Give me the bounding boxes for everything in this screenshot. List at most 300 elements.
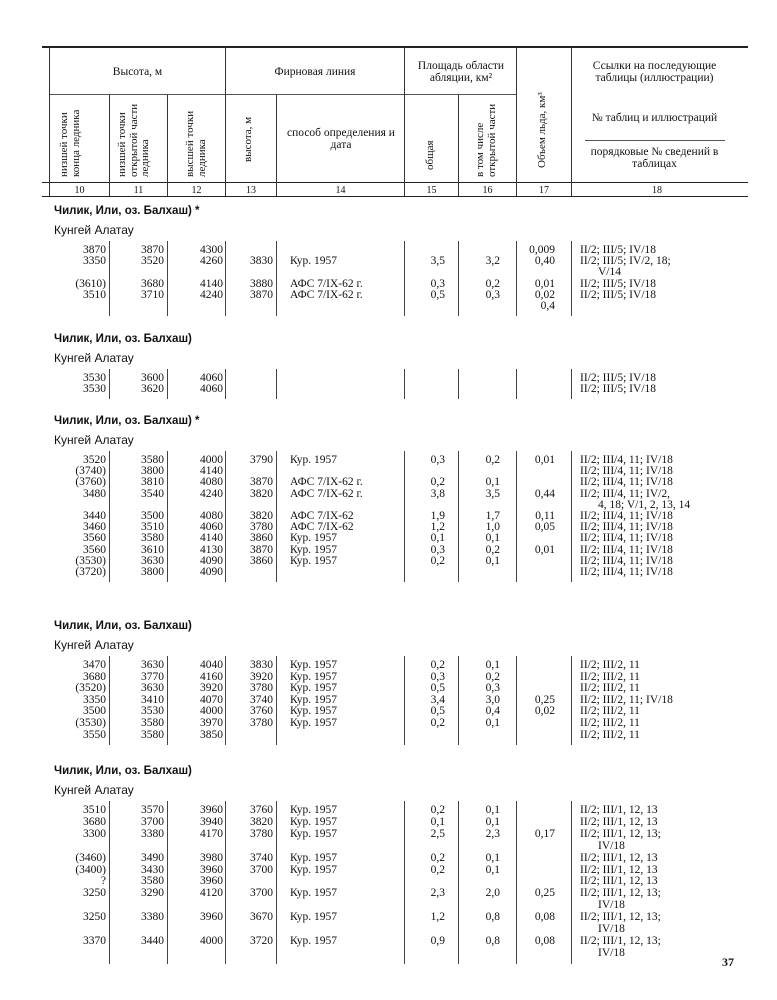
cell-low-end: 3470	[83, 659, 106, 671]
cell-method: АФС 7/IX-62 г.	[290, 288, 363, 301]
cell-method: Кур. 1957	[290, 454, 338, 466]
cell-high-point: 4140	[200, 277, 223, 290]
body-col-divider	[404, 656, 405, 745]
cell-refs: II/2; III/5; IV/18	[580, 277, 657, 290]
body-col-divider	[458, 369, 459, 399]
cell-area-total: 0,5	[430, 705, 445, 718]
cell-method: Кур. 1957	[290, 554, 338, 567]
header-bottom-rule	[42, 182, 748, 183]
body-col-divider	[167, 451, 168, 582]
cell-refs: V/14	[598, 266, 621, 279]
section-title: Чилик, Или, оз. Балхаш) *	[54, 415, 200, 427]
body-col-divider	[109, 801, 110, 964]
cell-refs: II/2; III/4, 11; IV/18	[580, 521, 673, 534]
cell-high-point: 4140	[200, 465, 223, 478]
cell-high-point: 4170	[200, 827, 223, 840]
page-number: 37	[722, 955, 734, 969]
cell-high-point: 4000	[200, 705, 223, 718]
cell-high-point: 4000	[200, 934, 223, 947]
body-col-divider	[458, 241, 459, 316]
body-col-divider	[516, 369, 517, 399]
body-col-divider	[458, 656, 459, 745]
cell-low-open: 3500	[141, 510, 164, 522]
height-group-header: Высота, м	[112, 66, 163, 78]
cell-low-end: 3350	[83, 255, 106, 268]
cell-firn-height: 3870	[250, 288, 273, 301]
col10-header: низшей точки конца ледника	[58, 109, 82, 177]
col-divider	[571, 47, 572, 196]
cell-low-end: 3870	[83, 244, 106, 256]
cell-high-point: 4080	[200, 510, 223, 522]
cell-low-open: 3680	[141, 277, 164, 290]
cell-high-point: 3920	[200, 682, 223, 695]
col-number: 15	[426, 185, 437, 196]
cell-low-end: 3500	[83, 705, 106, 718]
cell-area-total: 3,4	[430, 693, 445, 706]
body-col-divider	[516, 656, 517, 745]
cell-high-point: 4240	[200, 288, 223, 301]
body-col-divider	[109, 369, 110, 399]
col15-header: общая	[424, 140, 436, 170]
cell-firn-height: 3760	[250, 705, 273, 718]
refs-subheader-1: № таблиц и иллюстраций	[591, 112, 718, 124]
cell-low-end: 3370	[83, 934, 106, 947]
col-number: 11	[133, 185, 144, 196]
body-col-divider	[167, 369, 168, 399]
cell-area-total: 0,2	[430, 804, 445, 816]
cell-refs: II/2; III/4, 11; IV/18	[580, 566, 673, 578]
cell-method: Кур. 1957	[290, 543, 338, 556]
cell-firn-height: 3780	[250, 827, 273, 840]
cell-low-open: 3630	[141, 554, 164, 567]
cell-area-open: 0,1	[485, 804, 500, 816]
cell-area-total: 0,2	[430, 554, 445, 567]
cell-method: Кур. 1957	[290, 851, 338, 864]
cell-low-open: 3600	[141, 372, 164, 384]
cell-area-total: 0,2	[430, 659, 445, 671]
cell-method: Кур. 1957	[290, 911, 338, 924]
cell-high-point: 3940	[200, 815, 223, 828]
cell-low-end: ?	[100, 875, 106, 888]
cell-refs: II/2; III/4, 11; IV/18	[580, 532, 673, 545]
cell-firn-height: 3860	[250, 554, 273, 567]
cell-high-point: 4240	[200, 487, 223, 500]
cell-firn-height: 3720	[250, 934, 273, 947]
cell-low-open: 3580	[141, 454, 164, 466]
cell-volume: 0,25	[534, 887, 555, 900]
cell-refs: II/2; III/4, 11; IV/18	[580, 454, 673, 466]
col-number: 13	[246, 185, 256, 196]
body-col-divider	[276, 451, 277, 582]
body-col-divider	[276, 241, 277, 316]
cell-method: Кур. 1957	[290, 682, 338, 695]
body-col-divider	[109, 656, 110, 745]
cell-low-end: (3400)	[75, 863, 106, 876]
col-divider	[516, 47, 517, 196]
cell-low-end: 3530	[83, 372, 106, 384]
cell-low-open: 3710	[141, 288, 164, 301]
cell-low-open: 3290	[141, 887, 164, 900]
cell-method: АФС 7/IX-62 г.	[290, 476, 363, 489]
cell-area-total: 0,1	[430, 815, 445, 828]
cell-refs: IV/18	[598, 946, 625, 959]
body-col-divider	[276, 656, 277, 745]
cell-volume: 0,009	[529, 244, 555, 256]
cell-area-open: 0,8	[485, 934, 500, 947]
body-col-divider	[571, 369, 572, 399]
cell-area-open: 3,0	[485, 693, 500, 706]
cell-method: Кур. 1957	[290, 670, 338, 683]
section-title: Чилик, Или, оз. Балхаш)	[54, 333, 192, 345]
cell-volume: 0,11	[535, 510, 555, 522]
cell-area-open: 0,1	[485, 659, 500, 671]
cell-method: Кур. 1957	[290, 659, 338, 671]
cell-refs: II/2; III/1, 12, 13;	[580, 934, 661, 947]
cell-firn-height: 3830	[250, 255, 273, 268]
cell-area-total: 0,2	[430, 863, 445, 876]
cell-firn-height: 3760	[250, 804, 273, 816]
section-subtitle: Кунгей Алатау	[54, 223, 134, 237]
col-number: 18	[652, 185, 662, 196]
cell-area-open: 0,1	[485, 863, 500, 876]
col14-header: способ определения и дата	[287, 127, 395, 151]
cell-refs: II/2; III/4, 11; IV/18	[580, 554, 673, 567]
cell-refs: II/2; III/4, 11; IV/18	[580, 543, 673, 556]
col16-header: в том числе открытой части	[474, 103, 498, 177]
firn-group-header: Фирновая линия	[274, 66, 356, 78]
cell-method: Кур. 1957	[290, 887, 338, 900]
cell-high-point: 4090	[200, 566, 223, 578]
cell-refs: II/2; III/4, 11; IV/2,	[580, 487, 670, 500]
cell-low-end: 3520	[83, 454, 106, 466]
cell-area-open: 0,1	[485, 815, 500, 828]
cell-low-end: (3720)	[75, 566, 106, 578]
section-subtitle: Кунгей Алатау	[54, 638, 134, 652]
ablation-group-header: Площадь области абляции, км²	[417, 60, 505, 84]
cell-high-point: 3960	[200, 875, 223, 888]
cell-firn-height: 3740	[250, 693, 273, 706]
cell-refs: II/2; III/1, 12, 13	[580, 875, 658, 888]
cell-refs: II/2; III/5; IV/18	[580, 372, 657, 384]
cell-low-end: (3460)	[75, 851, 106, 864]
cell-high-point: 3960	[200, 911, 223, 924]
cell-refs: II/2; III/2, 11	[580, 682, 640, 695]
cell-low-open: 3580	[141, 532, 164, 545]
cell-high-point: 3980	[200, 851, 223, 864]
cell-refs: II/2; III/1, 12, 13;	[580, 911, 661, 924]
cell-volume: 0,01	[534, 277, 555, 290]
cell-low-open: 3430	[141, 863, 164, 876]
cell-volume: 0,02	[534, 705, 555, 718]
cell-firn-height: 3670	[250, 911, 273, 924]
cell-area-open: 0,1	[485, 851, 500, 864]
refs-subheader-2: порядковые № сведений в таблицах	[590, 146, 719, 170]
cell-low-end: (3740)	[75, 465, 106, 478]
cell-firn-height: 3700	[250, 887, 273, 900]
cell-area-total: 0,3	[430, 277, 445, 290]
section-subtitle: Кунгей Алатау	[54, 351, 134, 365]
cell-low-open: 3620	[141, 383, 164, 396]
cell-refs: II/2; III/2, 11	[580, 705, 640, 718]
body-col-divider	[225, 656, 226, 745]
cell-volume: 0,25	[534, 693, 555, 706]
cell-low-open: 3700	[141, 815, 164, 828]
cell-method: Кур. 1957	[290, 815, 338, 828]
col-number: 16	[482, 185, 493, 196]
cell-area-total: 0,3	[430, 543, 445, 556]
body-col-divider	[571, 656, 572, 745]
cell-refs: II/2; III/2, 11	[580, 717, 640, 729]
cell-low-end: 3350	[83, 693, 106, 706]
body-col-divider	[571, 801, 572, 964]
cell-volume: 0,05	[534, 521, 555, 534]
cell-area-total: 1,2	[430, 521, 445, 534]
cell-refs: II/2; III/5; IV/18	[580, 288, 657, 301]
body-col-divider	[458, 801, 459, 964]
col11-header: низшей точки открытой части ледника	[116, 103, 151, 177]
body-col-divider	[404, 241, 405, 316]
cell-low-end: 3300	[83, 827, 106, 840]
body-col-divider	[167, 801, 168, 964]
cell-low-end: 3560	[83, 543, 106, 556]
cell-area-open: 0,1	[485, 554, 500, 567]
body-col-divider	[225, 369, 226, 399]
body-col-divider	[225, 801, 226, 964]
cell-low-end: (3530)	[75, 717, 106, 729]
cell-low-end: 3680	[83, 815, 106, 828]
cell-refs: II/2; III/4, 11; IV/18	[580, 476, 673, 489]
cell-firn-height: 3920	[250, 670, 273, 683]
cell-area-open: 2,3	[485, 827, 500, 840]
cell-low-open: 3800	[141, 566, 164, 578]
cell-area-total: 0,2	[430, 717, 445, 729]
cell-volume: 0,4	[540, 300, 555, 312]
body-col-divider	[571, 241, 572, 316]
cell-refs: II/2; III/5; IV/18	[580, 383, 657, 396]
numbers-bottom-rule	[42, 196, 748, 197]
cell-volume: 0,01	[534, 543, 555, 556]
cell-refs: II/2; III/5; IV/2, 18;	[580, 255, 671, 268]
cell-low-open: 3570	[141, 804, 164, 816]
cell-refs: II/2; III/1, 12, 13;	[580, 887, 661, 900]
col-divider	[404, 47, 405, 196]
cell-low-end: (3520)	[75, 682, 106, 695]
firn-group-rule	[226, 94, 404, 95]
cell-low-end: (3760)	[75, 476, 106, 489]
cell-area-open: 0,1	[485, 532, 500, 545]
cell-low-open: 3800	[141, 465, 164, 478]
cell-low-end: 3460	[83, 521, 106, 534]
cell-high-point: 4300	[200, 244, 223, 256]
cell-low-open: 3770	[141, 670, 164, 683]
cell-area-total: 3,5	[430, 255, 445, 268]
cell-firn-height: 3860	[250, 532, 273, 545]
cell-firn-height: 3830	[250, 659, 273, 671]
cell-low-open: 3580	[141, 875, 164, 888]
cell-area-open: 0,2	[485, 277, 500, 290]
refs-group-header: Ссылки на последующие таблицы (иллюстрации)	[592, 60, 717, 84]
cell-high-point: 3970	[200, 717, 223, 729]
cell-low-open: 3630	[141, 659, 164, 671]
cell-area-open: 0,2	[485, 454, 500, 466]
cell-low-open: 3630	[141, 682, 164, 695]
cell-area-open: 1,7	[485, 510, 500, 522]
cell-area-open: 0,3	[485, 682, 500, 695]
cell-area-total: 0,5	[430, 288, 445, 301]
cell-low-open: 3610	[141, 543, 164, 556]
cell-refs: IV/18	[598, 923, 625, 935]
cell-low-end: 3560	[83, 532, 106, 545]
cell-low-end: 3550	[83, 728, 106, 741]
cell-method: Кур. 1957	[290, 827, 338, 840]
body-col-divider	[276, 369, 277, 399]
cell-area-total: 1,9	[430, 510, 445, 522]
cell-low-open: 3580	[141, 717, 164, 729]
section-title: Чилик, Или, оз. Балхаш)	[54, 620, 192, 632]
cell-refs: II/2; III/5; IV/18	[580, 244, 657, 256]
cell-low-end: 3510	[83, 804, 106, 816]
cell-refs: 4, 18; V/1, 2, 13, 14	[598, 498, 691, 511]
cell-refs: II/2; III/1, 12, 13	[580, 863, 658, 876]
cell-low-open: 3490	[141, 851, 164, 864]
cell-refs: II/2; III/2, 11; IV/18	[580, 693, 673, 706]
cell-high-point: 4260	[200, 255, 223, 268]
cell-refs: II/2; III/1, 12, 13	[580, 851, 658, 864]
cell-high-point: 3960	[200, 863, 223, 876]
col17-header: Объем льда, км³	[536, 92, 548, 168]
cell-high-point: 4140	[200, 532, 223, 545]
col-divider	[276, 95, 277, 196]
col-divider	[167, 95, 168, 196]
cell-high-point: 3960	[200, 804, 223, 816]
cell-area-open: 1,0	[485, 521, 500, 534]
cell-low-open: 3520	[141, 255, 164, 268]
cell-method: Кур. 1957	[290, 717, 338, 729]
cell-method: АФС 7/IX-62	[290, 521, 354, 534]
cell-low-open: 3380	[141, 911, 164, 924]
cell-firn-height: 3880	[250, 277, 273, 290]
cell-volume: 0,02	[534, 288, 555, 301]
cell-high-point: 3850	[200, 728, 223, 741]
col-divider	[109, 95, 110, 196]
cell-low-open: 3440	[141, 934, 164, 947]
cell-volume: 0,08	[534, 911, 555, 924]
cell-low-open: 3380	[141, 827, 164, 840]
cell-refs: II/2; III/2, 11	[580, 659, 640, 671]
cell-high-point: 4060	[200, 383, 223, 396]
cell-area-open: 0,4	[485, 705, 500, 718]
section-title: Чилик, Или, оз. Балхаш) *	[54, 205, 200, 217]
body-col-divider	[516, 801, 517, 964]
cell-low-end: 3680	[83, 670, 106, 683]
cell-firn-height: 3820	[250, 510, 273, 522]
cell-area-total: 0,9	[430, 934, 445, 947]
body-col-divider	[404, 369, 405, 399]
cell-firn-height: 3700	[250, 863, 273, 876]
body-col-divider	[516, 451, 517, 582]
body-col-divider	[516, 241, 517, 316]
cell-firn-height: 3820	[250, 815, 273, 828]
cell-low-open: 3530	[141, 705, 164, 718]
cell-method: Кур. 1957	[290, 532, 338, 545]
cell-firn-height: 3870	[250, 476, 273, 489]
cell-firn-height: 3780	[250, 682, 273, 695]
cell-low-end: (3610)	[75, 277, 106, 290]
cell-firn-height: 3790	[250, 454, 273, 466]
cell-area-open: 0,1	[485, 476, 500, 489]
body-col-divider	[109, 451, 110, 582]
cell-refs: IV/18	[598, 899, 625, 912]
cell-refs: IV/18	[598, 839, 625, 852]
col-number: 17	[539, 185, 549, 196]
col13-header: высота, м	[242, 116, 254, 162]
cell-low-end: 3510	[83, 288, 106, 301]
cell-area-total: 0,2	[430, 476, 445, 489]
cell-method: Кур. 1957	[290, 934, 338, 947]
col-number: 10	[74, 185, 85, 196]
cell-low-open: 3540	[141, 487, 164, 500]
cell-low-open: 3410	[141, 693, 164, 706]
cell-firn-height: 3780	[250, 521, 273, 534]
cell-high-point: 4160	[200, 670, 223, 683]
cell-firn-height: 3820	[250, 487, 273, 500]
cell-method: АФС 7/IX-62	[290, 510, 354, 522]
cell-low-end: (3530)	[75, 554, 106, 567]
section-subtitle: Кунгей Алатау	[54, 783, 134, 797]
cell-refs: II/2; III/4, 11; IV/18	[580, 510, 673, 522]
cell-low-open: 3870	[141, 244, 164, 256]
cell-area-total: 0,1	[430, 532, 445, 545]
cell-volume: 0,17	[534, 827, 555, 840]
cell-low-end: 3440	[83, 510, 106, 522]
cell-firn-height: 3870	[250, 543, 273, 556]
cell-high-point: 4120	[200, 887, 223, 900]
cell-low-end: 3480	[83, 487, 106, 500]
col-number: 14	[335, 185, 346, 196]
cell-high-point: 4000	[200, 454, 223, 466]
cell-high-point: 4040	[200, 659, 223, 671]
cell-method: Кур. 1957	[290, 804, 338, 816]
cell-area-open: 0,2	[485, 670, 500, 683]
cell-area-open: 0,3	[485, 288, 500, 301]
cell-firn-height: 3780	[250, 717, 273, 729]
cell-area-total: 2,3	[430, 887, 445, 900]
cell-method: Кур. 1957	[290, 255, 338, 268]
col-divider	[458, 95, 459, 196]
cell-refs: II/2; III/1, 12, 13;	[580, 827, 661, 840]
cell-refs: II/2; III/2, 11	[580, 728, 640, 741]
cell-low-open: 3580	[141, 728, 164, 741]
cell-refs: II/2; III/4, 11; IV/18	[580, 465, 673, 478]
cell-area-total: 0,3	[430, 454, 445, 466]
cell-area-total: 0,5	[430, 682, 445, 695]
cell-low-end: 3530	[83, 383, 106, 396]
cell-volume: 0,44	[534, 487, 555, 500]
cell-low-end: 3250	[83, 887, 106, 900]
cell-firn-height: 3740	[250, 851, 273, 864]
cell-area-open: 3,5	[485, 487, 500, 500]
cell-volume: 0,08	[534, 934, 555, 947]
body-col-divider	[167, 241, 168, 316]
cell-refs: II/2; III/1, 12, 13	[580, 804, 658, 816]
cell-method: АФС 7/IX-62 г.	[290, 277, 363, 290]
body-col-divider	[404, 451, 405, 582]
cell-area-open: 3,2	[485, 255, 500, 268]
section-title: Чилик, Или, оз. Балхаш)	[54, 765, 192, 777]
cell-volume: 0,40	[534, 255, 555, 268]
cell-refs: II/2; III/1, 12, 13	[580, 815, 658, 828]
cell-area-total: 1,2	[430, 911, 445, 924]
